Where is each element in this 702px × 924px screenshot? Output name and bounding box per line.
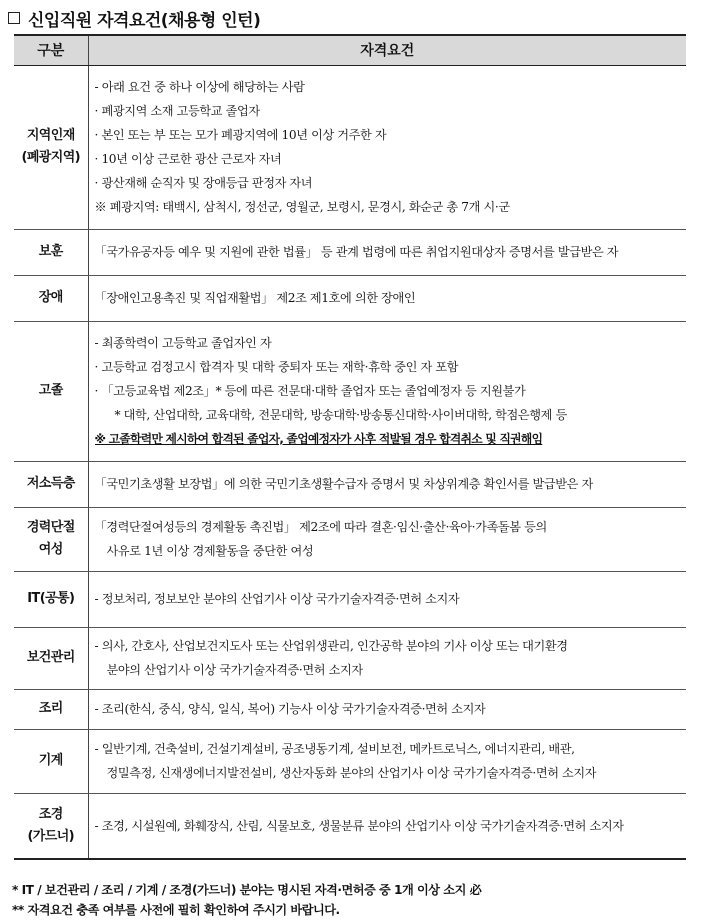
- row-category: IT(공통): [14, 571, 88, 627]
- requirement-line: - 일반기계, 건축설비, 건설기계설비, 공조냉동기계, 설비보전, 메카트로닉스, 에너지관리, 배관,: [94, 742, 575, 756]
- table-row: [14, 65, 686, 229]
- table-row: [14, 507, 686, 571]
- row-category: 지역인재 (폐광지역): [14, 65, 88, 229]
- requirement-warning: ※ 고졸학력만 제시하여 합격된 졸업자, 졸업예정자가 사후 적발될 경우 합격취소 및 직권해임: [94, 432, 543, 446]
- footnote: * IT / 보건관리 / 조리 / 기계 / 조경(가드너) 분야는 명시된 자격·면허증 중 1개 이상 소지 必: [12, 883, 482, 897]
- requirement-note: ※ 폐광지역: 태백시, 삼척시, 정선군, 영월군, 보령시, 문경시, 화순군 총 7개 시·군: [94, 200, 510, 214]
- table-row: [14, 461, 686, 507]
- table-row: [14, 275, 686, 321]
- row-requirement: [88, 461, 686, 507]
- requirement-line: - 정보처리, 정보보안 분야의 산업기사 이상 국가기술자격증·면허 소지자: [94, 592, 460, 606]
- row-category: 장애: [14, 275, 88, 321]
- requirement-line: 「국가유공자등 예우 및 지원에 관한 법률」 등 관계 법령에 따른 취업지원대상자 증명서를 발급받은 자: [94, 245, 619, 259]
- requirement-line: · 본인 또는 부 또는 모가 폐광지역에 10년 이상 거주한 자: [94, 128, 387, 142]
- header-category: 구분: [14, 35, 88, 65]
- checkbox-square-icon: [8, 12, 20, 24]
- row-category: 보건관리: [14, 627, 88, 689]
- row-category: 기계: [14, 729, 88, 793]
- requirement-line: 정밀측정, 신재생에너지발전설비, 생산자동화 분야의 산업기사 이상 국가기술자격증·면허 소지자: [106, 766, 597, 780]
- table-row: [14, 793, 686, 859]
- requirement-line: · 고등학교 검정고시 합격자 및 대학 중퇴자 또는 재학·휴학 중인 자 포함: [94, 360, 459, 374]
- requirement-line: · 폐광지역 소재 고등학교 졸업자: [94, 104, 260, 118]
- requirement-line: 분야의 산업기사 이상 국가기술자격증·면허 소지자: [106, 663, 363, 677]
- requirement-line: - 조경, 시설원예, 화훼장식, 산림, 식물보호, 생물분류 분야의 산업기사 이상 국가기술자격증·면허 소지자: [94, 818, 624, 833]
- requirement-line: - 조리(한식, 중식, 양식, 일식, 복어) 기능사 이상 국가기술자격증·면허 소지자: [94, 702, 486, 716]
- row-category: 조경 (가드너): [14, 793, 88, 859]
- requirement-line: · 10년 이상 근로한 광산 근로자 자녀: [94, 152, 282, 166]
- row-requirement: [88, 627, 686, 689]
- row-category: 저소득층: [14, 461, 88, 507]
- requirements-table: [14, 34, 686, 860]
- requirement-line: · 「고등교육법 제2조」* 등에 따른 전문대·대학 졸업자 또는 졸업예정자 등 지원불가: [94, 384, 526, 398]
- table-row: [14, 729, 686, 793]
- footnotes: [12, 880, 481, 920]
- requirement-footnote: * 대학, 산업대학, 교육대학, 전문대학, 방송대학·방송통신대학·사이버대학, 학점은행제 등: [114, 408, 567, 422]
- requirement-line: - 의사, 간호사, 산업보건지도사 또는 산업위생관리, 인간공학 분야의 기사 이상 또는 대기환경: [94, 639, 568, 653]
- row-category: 고졸: [14, 321, 88, 461]
- row-category: 보훈: [14, 229, 88, 275]
- row-requirement: [88, 229, 686, 275]
- requirement-line: 「국민기초생활 보장법」에 의한 국민기초생활수급자 증명서 및 차상위계층 확인서를 발급받은 자: [94, 477, 593, 491]
- row-requirement: [88, 275, 686, 321]
- row-requirement: [88, 65, 686, 229]
- row-requirement: [88, 729, 686, 793]
- table-row: [14, 571, 686, 627]
- table-row: [14, 229, 686, 275]
- requirement-line: 「경력단절여성등의 경제활동 촉진법」 제2조에 따라 결혼·임신·출산·육아·가족돌봄 등의: [94, 520, 547, 534]
- row-requirement: [88, 507, 686, 571]
- table-header-row: [14, 35, 686, 65]
- row-requirement: [88, 321, 686, 461]
- row-requirement: [88, 571, 686, 627]
- header-requirement: 자격요건: [88, 35, 686, 65]
- requirement-line: - 최종학력이 고등학교 졸업자인 자: [94, 336, 272, 350]
- table-row: [14, 321, 686, 461]
- row-category: 경력단절 여성: [14, 507, 88, 571]
- row-category: 조리: [14, 689, 88, 729]
- table-row: [14, 627, 686, 689]
- page-title-text: 신입직원 자격요건(채용형 인턴): [28, 10, 261, 31]
- table-row: [14, 689, 686, 729]
- requirement-line: 「장애인고용촉진 및 직업재활법」 제2조 제1호에 의한 장애인: [94, 291, 416, 305]
- requirement-line: - 아래 요건 중 하나 이상에 해당하는 사람: [94, 80, 305, 94]
- page-title: [8, 6, 260, 30]
- row-requirement: [88, 793, 686, 859]
- row-requirement: [88, 689, 686, 729]
- footnote: ** 자격요건 충족 여부를 사전에 필히 확인하여 주시기 바랍니다.: [12, 903, 340, 917]
- requirement-line: 사유로 1년 이상 경제활동을 중단한 여성: [106, 544, 314, 558]
- requirement-line: · 광산재해 순직자 및 장애등급 판정자 자녀: [94, 176, 313, 190]
